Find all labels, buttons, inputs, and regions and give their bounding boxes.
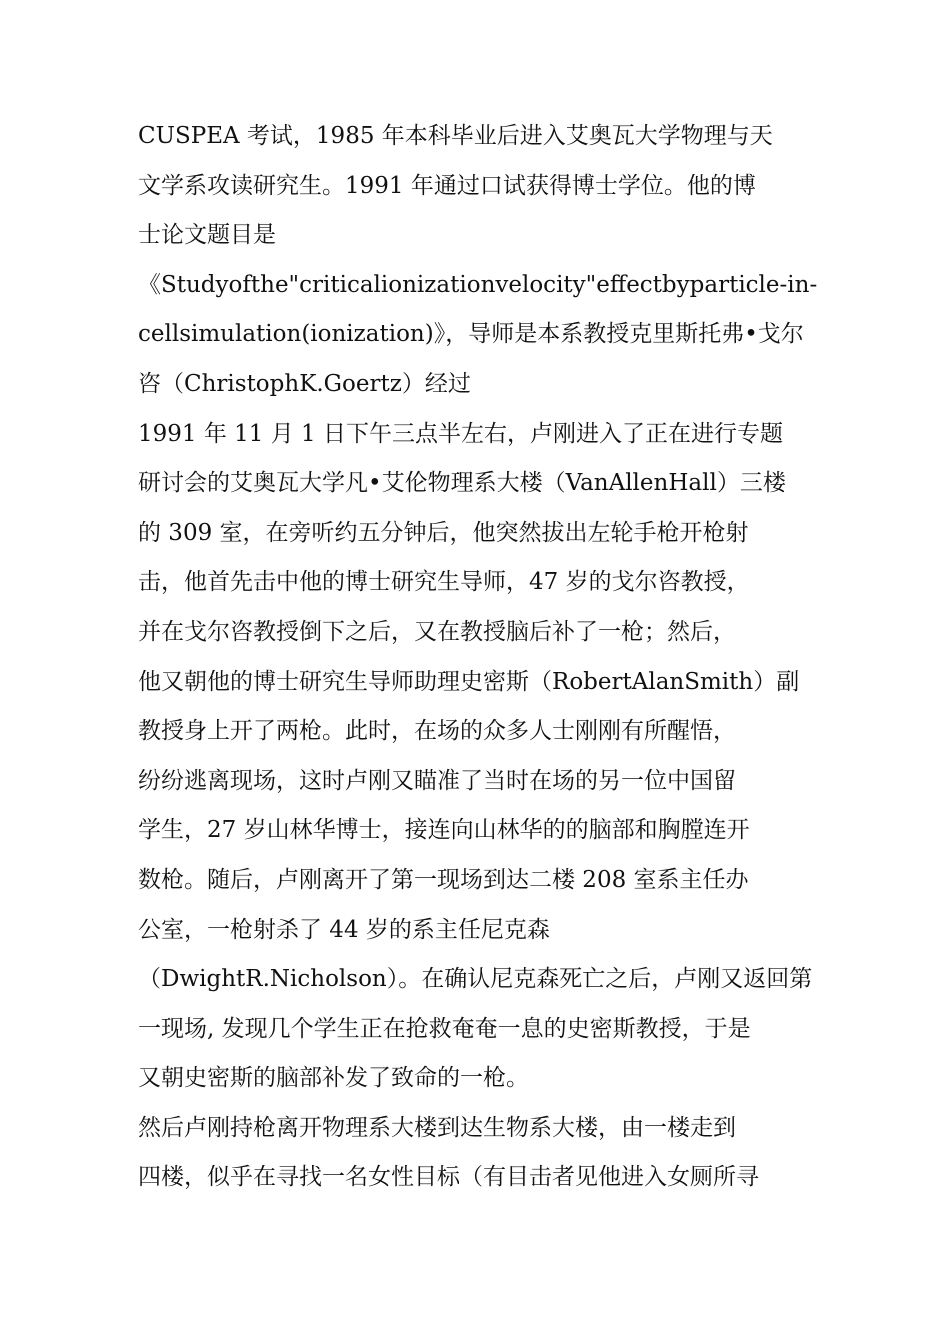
text-line: 教授身上开了两枪。此时，在场的众多人士刚刚有所醒悟，: [138, 718, 736, 745]
text-line: 数枪。随后，卢刚离开了第一现场到达二楼 208 室系主任办: [138, 866, 749, 893]
text-line: 的 309 室，在旁听约五分钟后，他突然拔出左轮手枪开枪射: [138, 519, 749, 546]
text-line: 研讨会的艾奥瓦大学凡•艾伦物理系大楼（VanAllenHall）三楼: [138, 470, 786, 497]
text-line: （DwightR.Nicholson）。在确认尼克森死亡之后，卢刚又返回第: [138, 966, 813, 993]
text-line: CUSPEA 考试，1985 年本科毕业后进入艾奥瓦大学物理与天: [138, 123, 773, 149]
body-text: [138, 112, 828, 1203]
text-line: 文学系攻读研究生。1991 年通过口试获得博士学位。他的博: [138, 172, 756, 199]
text-line: 一现场, 发现几个学生正在抢救奄奄一息的史密斯教授，于是: [138, 1015, 751, 1042]
text-line: 四楼，似乎在寻找一名女性目标（有目击者见他进入女厕所寻: [138, 1164, 759, 1191]
text-line: 击，他首先击中他的博士研究生导师，47 岁的戈尔咨教授，: [138, 569, 750, 596]
text-line: 1991 年 11 月 1 日下午三点半左右，卢刚进入了正在进行专题: [138, 420, 783, 447]
text-line: 士论文题目是: [138, 222, 276, 249]
text-line: 《Studyofthe"criticalionizationvelocity"effectbyparticle-in-: [138, 271, 818, 298]
text-line: 咨（ChristophK.Goertz）经过: [138, 370, 471, 397]
text-line: cellsimulation(ionization)》，导师是本系教授克里斯托弗•戈尔: [138, 321, 804, 348]
text-line: 然后卢刚持枪离开物理系大楼到达生物系大楼，由一楼走到: [138, 1114, 736, 1141]
text-line: 学生，27 岁山林华博士，接连向山林华的的脑部和胸膛连开: [138, 817, 750, 844]
text-line: 公室，一枪射杀了 44 岁的系主任尼克森: [138, 916, 550, 943]
text-line: 纷纷逃离现场，这时卢刚又瞄准了当时在场的另一位中国留: [138, 767, 736, 794]
text-line: 并在戈尔咨教授倒下之后，又在教授脑后补了一枪；然后，: [138, 618, 736, 645]
text-line: 他又朝他的博士研究生导师助理史密斯（RobertAlanSmith）副: [138, 668, 800, 695]
text-line: 又朝史密斯的脑部补发了致命的一枪。: [138, 1065, 529, 1092]
